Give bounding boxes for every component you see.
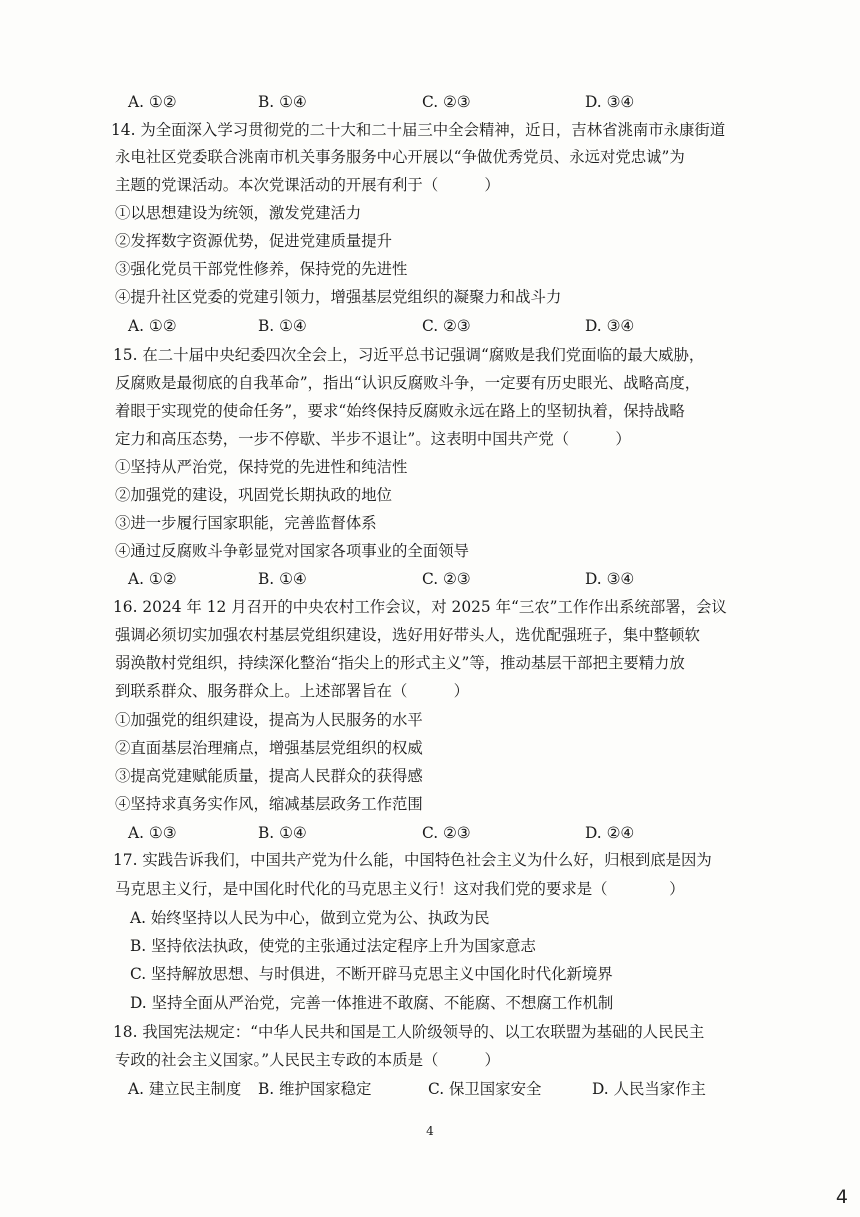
option-b: B. ①④ bbox=[258, 570, 307, 588]
q15-item: ④通过反腐败斗争彰显党对国家各项事业的全面领导 bbox=[115, 542, 469, 560]
option-b: B. ①④ bbox=[258, 317, 307, 335]
option-a: A. 建立民主制度 bbox=[128, 1080, 242, 1098]
q14-stem-line: 主题的党课活动。本次党课活动的开展有利于（ ） bbox=[115, 176, 500, 194]
q16-stem-line: 到联系群众、服务群众上。上述部署旨在（ ） bbox=[115, 682, 469, 700]
option-b: B. 维护国家稳定 bbox=[258, 1080, 372, 1098]
q15-stem-line: 着眼于实现党的使命任务”，要求“始终保持反腐败永远在路上的坚韧执着，保持战略 bbox=[115, 402, 685, 420]
q14-options bbox=[0, 316, 860, 336]
option-d: D. ②④ bbox=[585, 824, 635, 842]
q17-choice-b: B. 坚持依法执政，使党的主张通过法定程序上升为国家意志 bbox=[130, 937, 536, 955]
option-c: C. ②③ bbox=[422, 93, 471, 111]
q18-stem-line: 18. 我国宪法规定：“中华人民共和国是工人阶级领导的、以工农联盟为基础的人民民主 bbox=[113, 1023, 705, 1041]
option-b: B. ①④ bbox=[258, 824, 307, 842]
q14-item: ②发挥数字资源优势，促进党建质量提升 bbox=[115, 232, 393, 250]
option-a: A. ①② bbox=[128, 317, 177, 335]
q16-stem-line: 16. 2024 年 12 月召开的中央农村工作会议，对 2025 年“三农”工作作出系统部署，会议 bbox=[113, 598, 727, 616]
q15-stem-line: 15. 在二十届中央纪委四次全会上，习近平总书记强调“腐败是我们党面临的最大威胁， bbox=[113, 346, 705, 364]
q18-stem-line: 专政的社会主义国家。”人民民主专政的本质是（ ） bbox=[115, 1051, 500, 1069]
q17-choice-d: D. 坚持全面从严治党，完善一体推进不敢腐、不能腐、不想腐工作机制 bbox=[130, 994, 614, 1012]
q15-item: ②加强党的建设，巩固党长期执政的地位 bbox=[115, 486, 393, 504]
q15-item: ③进一步履行国家职能，完善监督体系 bbox=[115, 514, 377, 532]
q16-options bbox=[0, 823, 860, 843]
option-c: C. 保卫国家安全 bbox=[428, 1080, 542, 1098]
q17-stem-line: 17. 实践告诉我们，中国共产党为什么能，中国特色社会主义为什么好，归根到底是因为 bbox=[113, 851, 712, 869]
option-a: A. ①② bbox=[128, 93, 177, 111]
q14-item: ④提升社区党委的党建引领力，增强基层党组织的凝聚力和战斗力 bbox=[115, 288, 562, 306]
q16-item: ①加强党的组织建设，提高为人民服务的水平 bbox=[115, 711, 423, 729]
q16-item: ②直面基层治理痛点，增强基层党组织的权威 bbox=[115, 739, 423, 757]
q15-stem-line: 反腐败是最彻底的自我革命”，指出“认识反腐败斗争，一定要有历史眼光、战略高度， bbox=[115, 374, 701, 392]
option-d: D. 人民当家作主 bbox=[592, 1080, 706, 1098]
q18-options bbox=[0, 1079, 860, 1099]
q17-choice-c: C. 坚持解放思想、与时俱进，不断开辟马克思主义中国化时代化新境界 bbox=[130, 965, 613, 983]
option-c: C. ②③ bbox=[422, 317, 471, 335]
page-footer-number: 4 bbox=[426, 1124, 434, 1138]
q14-stem-line: 14. 为全面深入学习贯彻党的二十大和二十届三中全会精神，近日，吉林省洮南市永康街道 bbox=[111, 121, 726, 139]
q17-choice-a: A. 始终坚持以人民为中心，做到立党为公、执政为民 bbox=[130, 909, 490, 927]
option-d: D. ③④ bbox=[585, 93, 635, 111]
q16-stem-line: 强调必须切实加强农村基层党组织建设，选好用好带头人，选优配强班子，集中整顿软 bbox=[115, 626, 700, 644]
q14-stem-line: 永电社区党委联合洮南市机关事务服务中心开展以“争做优秀党员、永远对党忠诚”为 bbox=[115, 148, 685, 166]
option-c: C. ②③ bbox=[422, 824, 471, 842]
option-a: A. ①③ bbox=[128, 824, 177, 842]
q16-item: ③提高党建赋能质量，提高人民群众的获得感 bbox=[115, 767, 423, 785]
option-d: D. ③④ bbox=[585, 317, 635, 335]
corner-page-number: 4 bbox=[835, 1186, 848, 1208]
q15-stem-line: 定力和高压态势，一步不停歇、半步不退让”。这表明中国共产党（ ） bbox=[115, 430, 631, 448]
q14-item: ①以思想建设为统领，激发党建活力 bbox=[115, 204, 362, 222]
option-b: B. ①④ bbox=[258, 93, 307, 111]
option-a: A. ①② bbox=[128, 570, 177, 588]
q16-stem-line: 弱涣散村党组织，持续深化整治“指尖上的形式主义”等，推动基层干部把主要精力放 bbox=[115, 654, 685, 672]
q15-options bbox=[0, 569, 860, 589]
option-c: C. ②③ bbox=[422, 570, 471, 588]
q14-item: ③强化党员干部党性修养，保持党的先进性 bbox=[115, 260, 408, 278]
option-d: D. ③④ bbox=[585, 570, 635, 588]
q17-stem-line: 马克思主义行，是中国化时代化的马克思主义行！这对我们党的要求是（ ） bbox=[115, 880, 685, 898]
q16-item: ④坚持求真务实作风，缩减基层政务工作范围 bbox=[115, 795, 423, 813]
q13-options bbox=[0, 92, 860, 112]
q15-item: ①坚持从严治党，保持党的先进性和纯洁性 bbox=[115, 458, 408, 476]
